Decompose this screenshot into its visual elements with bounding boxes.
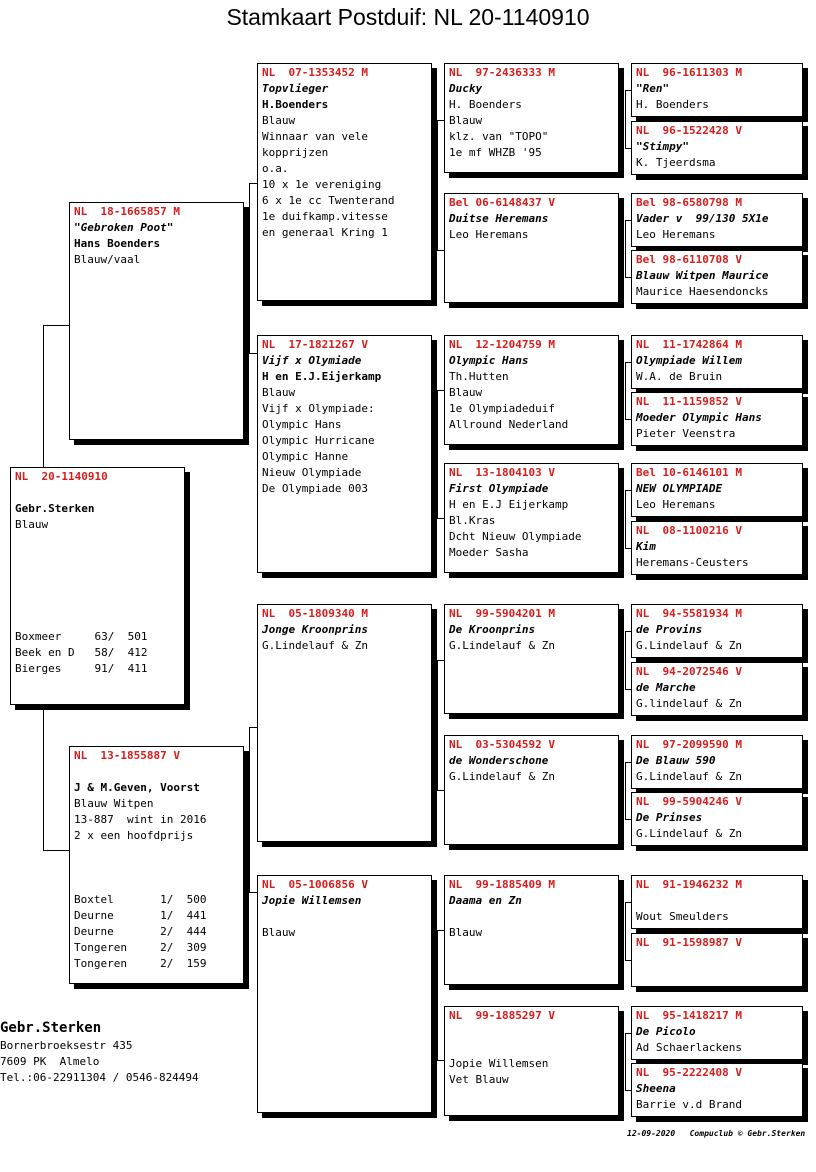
owner-block [0, 1018, 199, 1086]
connector-line [437, 518, 444, 519]
card-g1 [631, 63, 803, 117]
card-line: Bl.Kras [449, 514, 496, 527]
card-line: Heremans-Ceusters [636, 556, 749, 569]
pigeon-name: De Kroonprins [449, 623, 536, 636]
card-mmm [444, 1006, 619, 1116]
card-line: Ad Schaerlackens [636, 1041, 742, 1054]
connector-line [43, 325, 70, 326]
pigeon-name: Ducky [449, 82, 483, 95]
card-line: 10 x 1e vereniging [262, 178, 382, 191]
connector-line [625, 90, 626, 148]
card-fff [444, 63, 619, 173]
card-g8 [631, 521, 803, 575]
card-mm [257, 875, 432, 1113]
pigeon-name: Vader v 99/130 5X1e [636, 212, 769, 225]
card-line: H en E.J Eijerkamp [449, 498, 569, 511]
ring-number: NL 12-1204759 M [449, 338, 555, 351]
card-line: Blauw [449, 926, 483, 939]
connector-line [437, 790, 444, 791]
card-line [15, 533, 180, 549]
card-g14 [631, 933, 803, 987]
connector-line [625, 220, 626, 277]
card-line: Dcht Nieuw Olympiade [449, 530, 582, 543]
card-line: Deurne 2/ 444 [74, 925, 207, 938]
card-line: klz. van "TOPO" [449, 130, 549, 143]
pigeon-name [636, 893, 798, 909]
card-line: Allround Nederland [449, 418, 569, 431]
card-line: H en E.J.Eijerkamp [262, 370, 382, 383]
card-g10 [631, 662, 803, 716]
card-line [74, 876, 239, 892]
pigeon-name: NEW OLYMPIADE [636, 482, 723, 495]
connector-line [249, 892, 257, 893]
card-g7 [631, 463, 803, 517]
card-line: kopprijzen [262, 146, 329, 159]
pigeon-name: de Provins [636, 623, 703, 636]
card-line: 6 x 1e cc Twenterand [262, 194, 395, 207]
card-line: Maurice Haesendoncks [636, 285, 769, 298]
card-g2 [631, 121, 803, 175]
page-title: Stamkaart Postduif: NL 20-1140910 [226, 4, 590, 30]
card-line: 1e duifkamp.vitesse [262, 210, 388, 223]
card-line [449, 909, 614, 925]
card-mother [69, 746, 244, 984]
card-line: Olympic Hanne [262, 450, 349, 463]
card-line: H. Boenders [449, 98, 522, 111]
connector-line [625, 902, 626, 960]
card-line: Blauw [449, 386, 483, 399]
card-line: Blauw Witpen [74, 797, 154, 810]
card-line: Blauw [15, 518, 49, 531]
ring-number: NL 95-2222408 V [636, 1066, 742, 1079]
pigeon-name: Duitse Heremans [449, 212, 549, 225]
ring-number: NL 99-1885297 V [449, 1009, 555, 1022]
ring-number: NL 13-1855887 V [74, 749, 180, 762]
subject [10, 467, 185, 705]
card-line: G.Lindelauf & Zn [636, 770, 742, 783]
card-line: Bierges 91/ 411 [15, 662, 148, 675]
card-line: J & M.Geven, Voorst [74, 781, 200, 794]
ring-number: NL 96-1522428 V [636, 124, 742, 137]
card-mf [257, 604, 432, 842]
card-g15 [631, 1006, 803, 1060]
card-line: 1e Olympiadeduif [449, 402, 555, 415]
ring-number: NL 94-2072546 V [636, 665, 742, 678]
connector-line [43, 850, 69, 851]
card-line: Nieuw Olympiade [262, 466, 362, 479]
card-line: G.Lindelauf & Zn [449, 770, 555, 783]
card-line [15, 613, 180, 629]
connector-line [249, 727, 250, 892]
connector-line [437, 930, 438, 1060]
card-fm [257, 335, 432, 573]
ring-number: NL 97-2436333 M [449, 66, 555, 79]
card-line: Beek en D 58/ 412 [15, 646, 148, 659]
card-g13 [631, 875, 803, 929]
connector-line [625, 762, 626, 819]
owner-name: Gebr.Sterken [0, 1020, 102, 1036]
card-line: G.Lindelauf & Zn [449, 639, 555, 652]
connector-line [625, 490, 626, 548]
pigeon-name: Kim [636, 540, 656, 553]
ring-number: NL 17-1821267 V [262, 338, 368, 351]
card-line: Wout Smeulders [636, 910, 729, 923]
ring-number: NL 99-1885409 M [449, 878, 555, 891]
card-line: Blauw [262, 926, 296, 939]
card-line: G.lindelauf & Zn [636, 697, 742, 710]
card-line [74, 860, 239, 876]
card-line: W.A. de Bruin [636, 370, 723, 383]
ring-number: Bel 06-6148437 V [449, 196, 555, 209]
ring-number: NL 18-1665857 M [74, 205, 180, 218]
connector-line [249, 183, 250, 353]
pigeon-name: "Ren" [636, 82, 670, 95]
card-mfm [444, 735, 619, 845]
card-ffm [444, 193, 619, 303]
card-g11 [631, 735, 803, 789]
card-line: 2 x een hoofdprijs [74, 829, 194, 842]
card-line: Th.Hutten [449, 370, 509, 383]
card-g4 [631, 250, 803, 304]
connector-line [43, 705, 44, 850]
card-line: Leo Heremans [636, 228, 716, 241]
pigeon-name [636, 951, 798, 967]
card-ff [257, 63, 432, 301]
card-g16 [631, 1063, 803, 1117]
owner-phone: Tel.:06-22911304 / 0546-824494 [0, 1071, 199, 1084]
pigeon-name: Blauw Witpen Maurice [636, 269, 769, 282]
card-line [15, 549, 180, 565]
card-line: Boxmeer 63/ 501 [15, 630, 148, 643]
card-g3 [631, 193, 803, 247]
pigeon-name: Topvlieger [262, 82, 329, 95]
pigeon-name: First Olympiade [449, 482, 549, 495]
ring-number: Bel 98-6580798 M [636, 196, 742, 209]
card-line [262, 909, 427, 925]
card-fmf [444, 335, 619, 445]
connector-line [625, 362, 626, 419]
card-line: Winnaar van vele [262, 130, 368, 143]
card-line: Deurne 1/ 441 [74, 909, 207, 922]
pigeon-name: De Blauw 590 [636, 754, 716, 767]
card-line [74, 764, 239, 780]
ring-number: NL 05-1006856 V [262, 878, 368, 891]
card-line: K. Tjeerdsma [636, 156, 716, 169]
card-line: Tongeren 2/ 159 [74, 957, 207, 970]
pigeon-name: de Marche [636, 681, 696, 694]
connector-line [625, 1033, 626, 1090]
card-line [15, 565, 180, 581]
card-line: Vijf x Olympiade: [262, 402, 375, 415]
connector-line [437, 930, 444, 931]
card-line: H.Boenders [262, 98, 329, 111]
card-line: Boxtel 1/ 500 [74, 893, 207, 906]
card-mff [444, 604, 619, 714]
connector-line [249, 727, 257, 728]
ring-number: NL 20-1140910 [15, 470, 108, 483]
ring-number: NL 11-1742864 M [636, 338, 742, 351]
ring-number: Bel 98-6110708 V [636, 253, 742, 266]
card-line: Moeder Sasha [449, 546, 529, 559]
card-line: o.a. [262, 162, 289, 175]
card-line: De Olympiade 003 [262, 482, 368, 495]
card-line: G.Lindelauf & Zn [636, 827, 742, 840]
ring-number: Bel 10-6146101 M [636, 466, 742, 479]
ring-number: NL 08-1100216 V [636, 524, 742, 537]
card-g12 [631, 792, 803, 846]
card-line: H. Boenders [636, 98, 709, 111]
ring-number: NL 95-1418217 M [636, 1009, 742, 1022]
card-line [15, 581, 180, 597]
card-line [15, 597, 180, 613]
pigeon-name [449, 1024, 614, 1040]
ring-number: NL 13-1804103 V [449, 466, 555, 479]
ring-number: NL 97-2099590 M [636, 738, 742, 751]
connector-line [249, 353, 257, 354]
pigeon-name: Olympiade Willem [636, 354, 742, 367]
card-g9 [631, 604, 803, 658]
ring-number: NL 11-1159852 V [636, 395, 742, 408]
pigeon-name: "Stimpy" [636, 140, 689, 153]
ring-number: NL 05-1809340 M [262, 607, 368, 620]
pigeon-name: Moeder Olympic Hans [636, 411, 762, 424]
card-line: Barrie v.d Brand [636, 1098, 742, 1111]
ring-number: NL 91-1598987 V [636, 936, 742, 949]
card-line: Olympic Hurricane [262, 434, 375, 447]
card-line: Gebr.Sterken [15, 502, 95, 515]
card-line: en generaal Kring 1 [262, 226, 388, 239]
connector-line [437, 120, 438, 250]
pigeon-name: Olympic Hans [449, 354, 529, 367]
card-line: Tongeren 2/ 309 [74, 941, 207, 954]
footer-credit: 12-09-2020 Compuclub © Gebr.Sterken [627, 1129, 806, 1138]
owner-address: Bornerbroeksestr 435 [0, 1039, 133, 1052]
card-line: Pieter Veenstra [636, 427, 736, 440]
pigeon-name: de Wonderschone [449, 754, 549, 767]
card-line: Vet Blauw [449, 1073, 509, 1086]
card-line: 1e mf WHZB '95 [449, 146, 542, 159]
connector-line [437, 660, 444, 661]
ring-number: NL 99-5904246 V [636, 795, 742, 808]
card-line [449, 1040, 614, 1056]
pigeon-name: Jopie Willemsen [262, 894, 362, 907]
card-g5 [631, 335, 803, 389]
pigeon-name: "Gebroken Poot" [74, 221, 174, 234]
card-line: Olympic Hans [262, 418, 342, 431]
ring-number: NL 07-1353452 M [262, 66, 368, 79]
card-line: Blauw [449, 114, 483, 127]
card-father [69, 202, 244, 440]
card-line: Jopie Willemsen [449, 1057, 549, 1070]
connector-line [437, 390, 444, 391]
card-line: Blauw [262, 386, 296, 399]
ring-number: NL 96-1611303 M [636, 66, 742, 79]
pigeon-name: Sheena [636, 1082, 676, 1095]
card-line: Leo Heremans [636, 498, 716, 511]
card-mmf [444, 875, 619, 985]
connector-line [249, 183, 257, 184]
connector-line [437, 660, 438, 790]
pigeon-name: Vijf x Olymiade [262, 354, 362, 367]
owner-city: 7609 PK Almelo [0, 1055, 100, 1068]
ring-number: NL 99-5904201 M [449, 607, 555, 620]
pigeon-name: De Prinses [636, 811, 703, 824]
ring-number: NL 94-5581934 M [636, 607, 742, 620]
card-line: Blauw/vaal [74, 253, 141, 266]
connector-line [437, 1060, 444, 1061]
card-line: Blauw [262, 114, 296, 127]
connector-line [625, 631, 626, 689]
card-line [15, 485, 180, 501]
card-line: 13-887 wint in 2016 [74, 813, 207, 826]
connector-line [437, 390, 438, 518]
card-line: Leo Heremans [449, 228, 529, 241]
card-fmm [444, 463, 619, 573]
pigeon-name: Daama en Zn [449, 894, 522, 907]
card-line: Hans Boenders [74, 237, 161, 250]
connector-line [437, 120, 444, 121]
ring-number: NL 03-5304592 V [449, 738, 555, 751]
connector-line [43, 325, 44, 467]
connector-line [437, 250, 444, 251]
card-line: G.Lindelauf & Zn [636, 639, 742, 652]
card-line: G.Lindelauf & Zn [262, 639, 368, 652]
card-g6 [631, 392, 803, 446]
pigeon-name: Jonge Kroonprins [262, 623, 368, 636]
card-line [74, 844, 239, 860]
ring-number: NL 91-1946232 M [636, 878, 742, 891]
pigeon-name: De Picolo [636, 1025, 696, 1038]
